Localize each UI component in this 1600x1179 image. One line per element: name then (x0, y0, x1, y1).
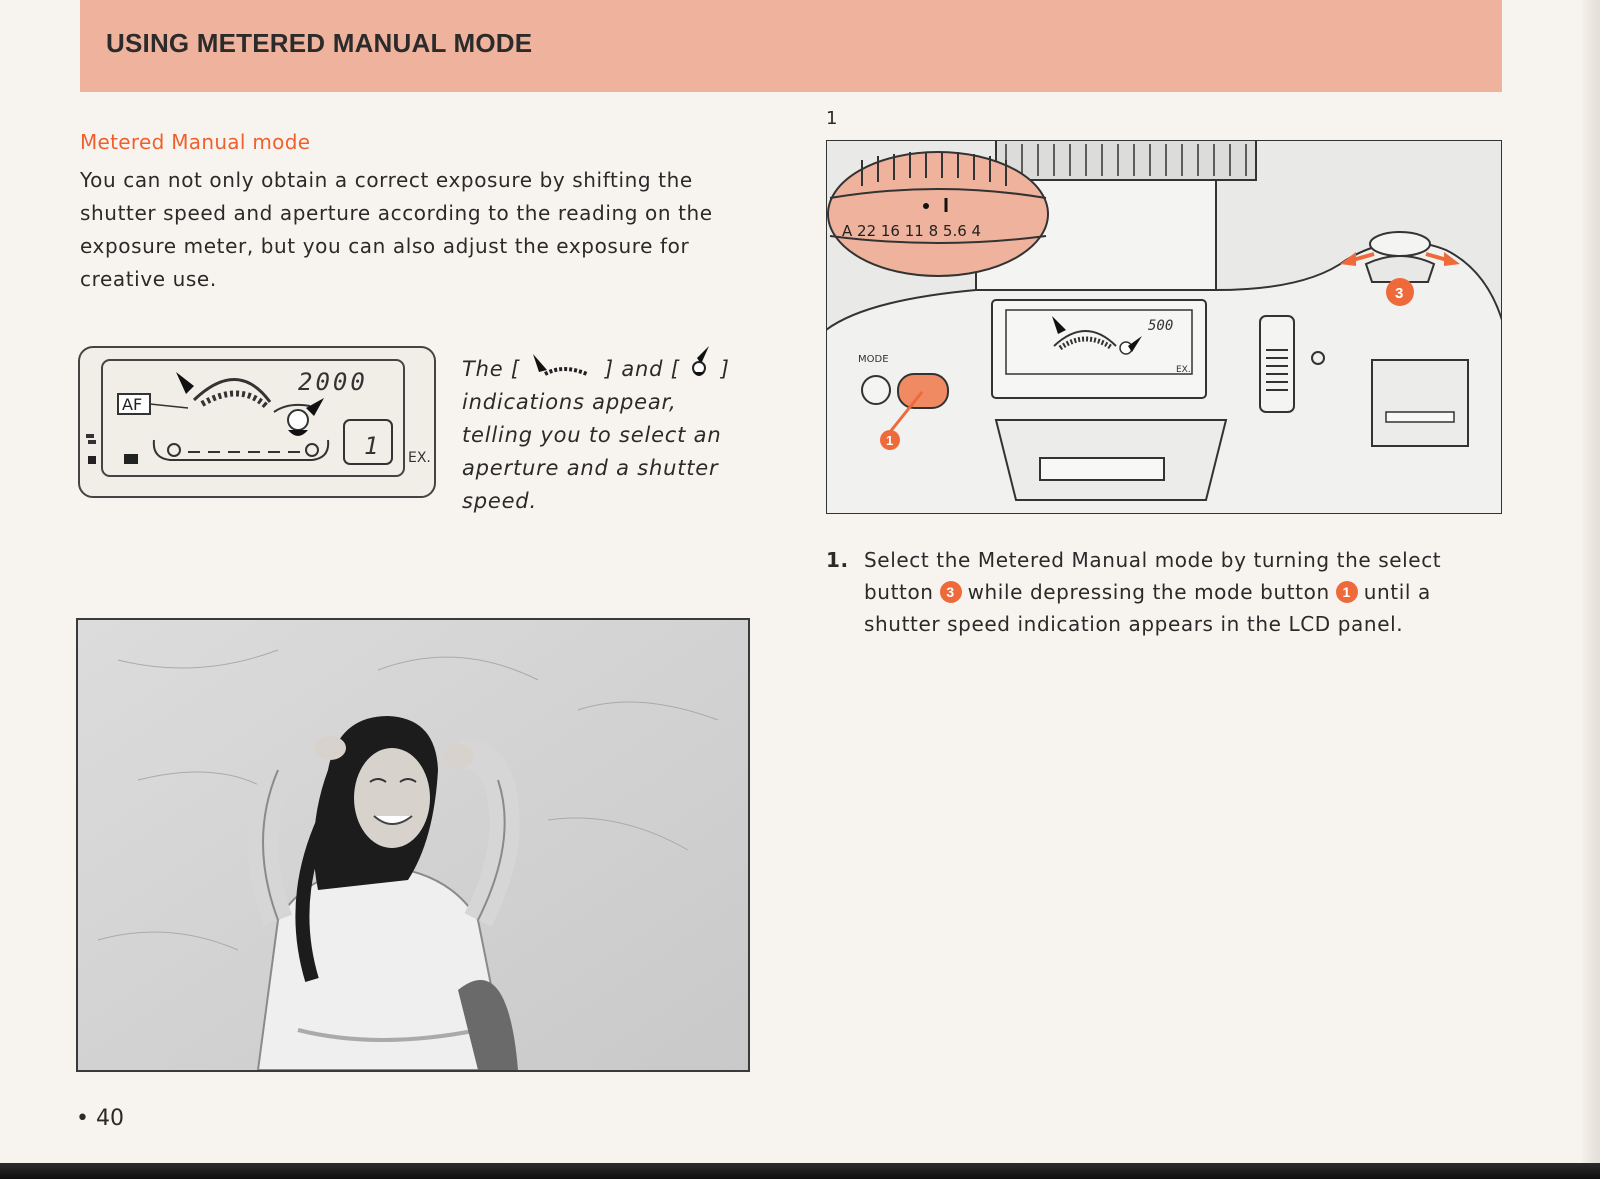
step-number: 1. (826, 548, 849, 572)
page-edge (1582, 0, 1600, 1179)
intro-paragraph: You can not only obtain a correct exposure by shifting the shutter speed and aperture according to the reading on the exposure meter, but you can also adjust the exposure for creative use. (80, 168, 713, 291)
caption-line-4: aperture and a shutter (462, 456, 719, 480)
page-bottom-shadow (0, 1163, 1600, 1179)
camera-top-illustration (826, 140, 1502, 514)
frame-count: 1 (364, 432, 379, 460)
caption-end: ] (720, 357, 730, 381)
figure-lcd-shutter: 500 (1148, 318, 1174, 334)
af-label: AF (122, 395, 143, 414)
page-number: • 40 (76, 1106, 124, 1131)
select-button-badge: 3 (940, 581, 962, 603)
aperture-scale: A 22 16 11 8 5.6 4 (842, 222, 982, 240)
lcd-panel-illustration (78, 346, 436, 504)
page-title: USING METERED MANUAL MODE (106, 28, 533, 58)
camera-drawing (826, 140, 1502, 514)
step-text (864, 544, 1504, 640)
mode-button-badge: 1 (1336, 581, 1358, 603)
mode-label: MODE (858, 354, 889, 365)
caption-line-2: indications appear, (462, 390, 677, 414)
callout-mode: 1 (886, 433, 894, 448)
callout-select: 3 (1395, 285, 1404, 302)
caption-and: ] and [ (604, 357, 680, 381)
figure-number: 1 (826, 108, 838, 129)
portrait-photo (76, 618, 750, 1072)
step-text-b: while depressing the mode button (967, 580, 1330, 604)
lcd-caption (462, 346, 762, 518)
shutter-indicator-icon (687, 346, 713, 380)
caption-line-3: telling you to select an (462, 423, 722, 447)
step-text-c: until a shutter speed indication appears in the LCD panel. (864, 580, 1431, 636)
caption-line-5: speed. (462, 489, 537, 513)
step-text-a: Select the Metered Manual mode by turning the select button (864, 548, 1442, 604)
lcd-shutter-display: 2000 (298, 368, 368, 396)
section-heading: Metered Manual mode (80, 130, 311, 154)
portrait-photo-drawing (78, 620, 748, 1070)
figure-ex-label: EX. (1176, 365, 1191, 375)
caption-the: The [ (462, 357, 520, 381)
ex-label: EX. (408, 450, 431, 466)
aperture-indicator-icon (527, 352, 597, 380)
header-band (80, 0, 1502, 92)
lcd-panel-drawing (78, 346, 436, 504)
